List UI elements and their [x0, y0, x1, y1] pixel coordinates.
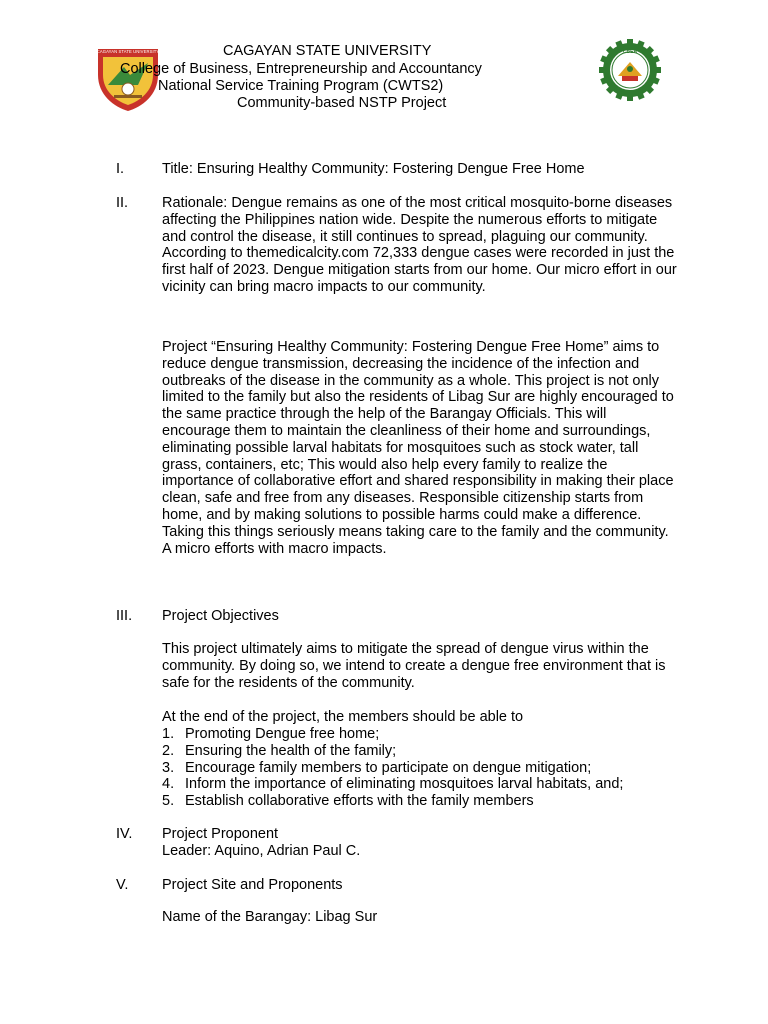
objectives-heading: Project Objectives: [162, 608, 279, 624]
section-2-number: II.: [116, 195, 129, 211]
objectives-paragraph: This project ultimately aims to mitigate the spread of dengue virus within the community. By doing so, we intend to create a dengue free environment that is safe for the residents of the community.: [162, 641, 666, 691]
list-item: 5. Establish collaborative efforts with the family members: [162, 793, 534, 810]
program-name: National Service Training Program (CWTS2): [158, 78, 444, 94]
proponent-leader: Leader: Aquino, Adrian Paul C.: [162, 843, 361, 859]
barangay-name: Name of the Barangay: Libag Sur: [162, 909, 378, 925]
university-name: CAGAYAN STATE UNIVERSITY: [223, 43, 432, 59]
rationale-paragraph: Rationale: Dengue remains as one of the most critical mosquito-borne diseases affecting the Philippines nation wide. Despite the numerous efforts to mitigate and control the disease, it still continues to spread, plaguing our community. According to themedicalcity.com 72,333 dengue cases were recorded in just the first half of 2023. Dengue mitigation starts from our home. Our micro effort in our vicinity can bring macro impacts to our community.: [162, 195, 677, 295]
section-1-number: I.: [116, 161, 125, 177]
project-title: Title: Ensuring Healthy Community: Fostering Dengue Free Home: [162, 161, 585, 177]
project-description-paragraph: Project “Ensuring Healthy Community: Fostering Dengue Free Home” aims to reduce dengue transmission, decreasing the incidence of the infection and outbreaks of the disease in the community as a whole. This project is not only limited to the family but also the residents of Libag Sur are highly encouraged to the same practice through the help of the Barangay Officials. This will encourage them to maintain the cleanliness of their home and surroundings, eliminating possible larval habitats for mosquitoes such as stock water, tall grass, containers, etc; This would also help every family to realize the importance of collaborative effort and shared responsibility in making their place clean, safe and free from any diseases. Responsible citizenship starts from home, and by making solutions to possible harms could make a difference. Taking this things seriously means taking care to the family and the community. A micro efforts with macro impacts.: [162, 339, 674, 557]
cbea-seal-text: CBEA: [622, 49, 638, 55]
list-item: 1. Promoting Dengue free home;: [162, 726, 380, 742]
site-heading: Project Site and Proponents: [162, 877, 343, 893]
college-name: College of Business, Entrepreneurship and Accountancy: [120, 61, 482, 77]
section-5-number: V.: [116, 877, 129, 893]
objectives-intro: At the end of the project, the members should be able to: [162, 709, 524, 725]
project-type: Community-based NSTP Project: [237, 95, 447, 111]
cbea-seal-logo: [598, 38, 662, 102]
list-item: 2. Ensuring the health of the family;: [162, 742, 397, 759]
list-item: 3. Encourage family members to participate on dengue mitigation;: [162, 759, 592, 776]
csu-logo-text: CAGAYAN STATE UNIVERSITY: [96, 49, 160, 54]
section-4-number: IV.: [116, 826, 133, 842]
list-item: 4. Inform the importance of eliminating mosquitoes larval habitats, and;: [162, 776, 624, 793]
section-3-number: III.: [116, 608, 133, 624]
proponent-heading: Project Proponent: [162, 826, 279, 842]
header-mask: [100, 58, 153, 98]
objectives-list: [162, 726, 623, 810]
